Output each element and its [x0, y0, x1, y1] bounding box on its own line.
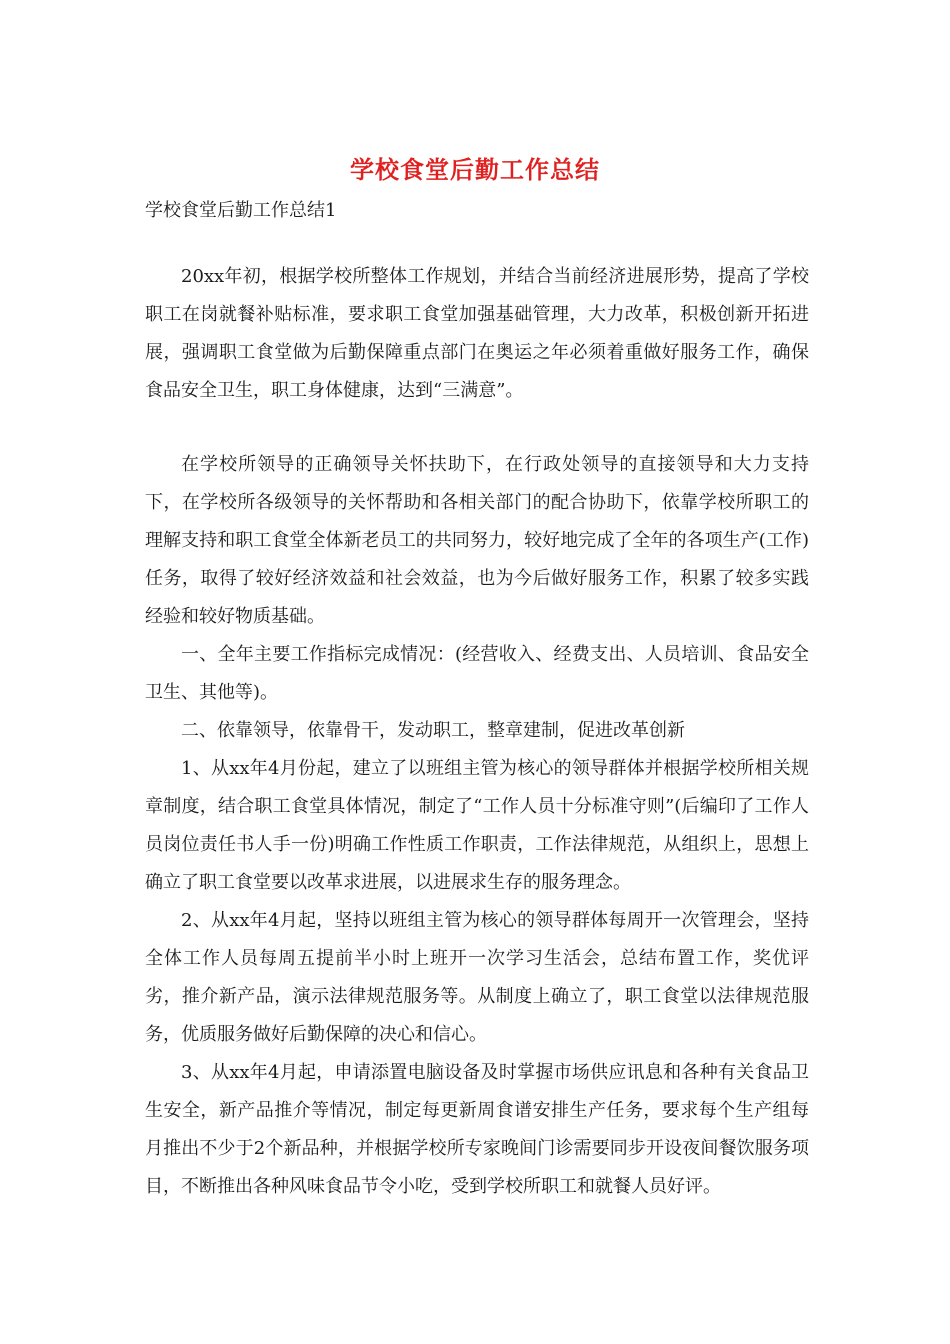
paragraph-intro: 20xx年初，根据学校所整体工作规划，并结合当前经济进展形势，提高了学校职工在岗就餐补贴标准，要求职工食堂加强基础管理，大力改革，积极创新开拓进展，强调职工食堂做为后勤保障重点部门在奥运之年必须着重做好服务工作，确保食品安全卫生，职工身体健康，达到“三满意”。 [145, 266, 809, 401]
paragraph-item-1: 1、从xx年4月份起，建立了以班组主管为核心的领导群体并根据学校所相关规章制度，结合职工食堂具体情况，制定了“工作人员十分标准守则”(后编印了工作人员岗位责任书人手一份)明确工作性质工作职责，工作法律规范，从组织上，思想上确立了职工食堂要以改革求进展，以进展求生存的服务理念。 [145, 758, 809, 893]
paragraph-item-3: 3、从xx年4月起，申请添置电脑设备及时掌握市场供应讯息和各种有关食品卫生安全，新产品推介等情况，制定每更新周食谱安排生产任务，要求每个生产组每月推出不少于2个新品种，并根据学校所专家晚间门诊需要同步开设夜间餐饮服务项目，不断推出各种风味食品节令小吃，受到学校所职工和就餐人员好评。 [145, 1062, 809, 1197]
paragraph-item-2: 2、从xx年4月起，坚持以班组主管为核心的领导群体每周开一次管理会，坚持全体工作人员每周五提前半小时上班开一次学习生活会，总结布置工作，奖优评劣，推介新产品，演示法律规范服务等。从制度上确立了，职工食堂以法律规范服务，优质服务做好后勤保障的决心和信心。 [145, 910, 809, 1045]
paragraph-section-1: 一、全年主要工作指标完成情况：(经营收入、经费支出、人员培训、食品安全卫生、其他等)。 [145, 644, 809, 703]
document-subtitle: 学校食堂后勤工作总结1 [145, 200, 337, 221]
paragraph-gap [145, 410, 809, 446]
document-title: 学校食堂后勤工作总结 [350, 155, 600, 184]
paragraph-summary: 在学校所领导的正确领导关怀扶助下，在行政处领导的直接领导和大力支持下，在学校所各级领导的关怀帮助和各相关部门的配合协助下，依靠学校所职工的理解支持和职工食堂全体新老员工的共同努力，较好地完成了全年的各项生产(工作)任务，取得了较好经济效益和社会效益，也为今后做好服务工作，积累了较多实践经验和较好物质基础。 [145, 454, 809, 627]
document-body [145, 258, 809, 1206]
paragraph-section-2: 二、依靠领导，依靠骨干，发动职工，整章建制，促进改革创新 [181, 720, 685, 741]
